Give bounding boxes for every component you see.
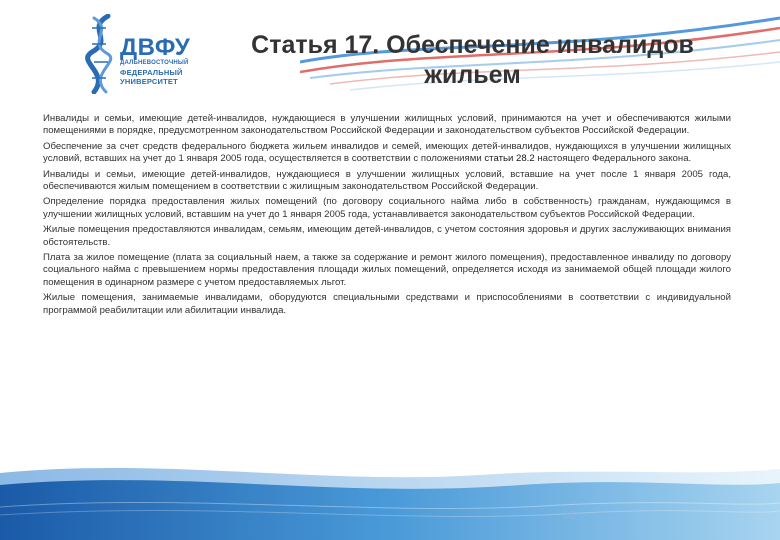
paragraph-2-start: Обеспечение за счет средств федерального бюджета жильем инвалидов и семей, имеющих детей-инвалидов, нуждающихся в улучшении жилищных условий, вставших на учет до 1 января 2005 года, осуществляется в соответствии с положениями <box>43 140 731 165</box>
paragraph-6: Плата за жилое помещение (плата за социальный наем, а также за содержание и ремонт жилого помещения), предоставленное инвалиду по договору социального найма с превышением нормы предоставления площади жилых помещений, определяется исходя из занимаемой общей площади жилого помещения в одинарном размере с учетом предоставляемых льгот. <box>43 252 731 288</box>
logo-line-1: ДАЛЬНЕВОСТОЧНЫЙ <box>120 60 189 66</box>
slide-title: Статья 17. Обеспечение инвалидов жильем <box>251 31 694 89</box>
paragraph-5: Жилые помещения предоставляются инвалидам, семьям, имеющим детей-инвалидов, с учетом состояния здоровья и других заслуживающих внимания обстоятельств. <box>43 224 731 248</box>
decorative-wave <box>0 455 780 540</box>
paragraph-3: Инвалиды и семьи, имеющие детей-инвалидов, нуждающиеся в улучшении жилищных условий, вставшие на учет после 1 января 2005 года, обеспечиваются жилым помещением в соответствии с жилищным законодательством Российской Федерации. <box>43 168 731 193</box>
dna-helix-icon <box>80 14 120 94</box>
paragraph-4: Определение порядка предоставления жилых помещений (по договору социального найма либо в собственность) гражданам, нуждающимся в улучшении жилищных условий, вставшим на учет до 1 января 2005 года, устанавливается законодательством субъектов Российской Федерации. <box>43 196 731 220</box>
logo-text <box>120 36 210 86</box>
logo-abbreviation: ДВФУ <box>120 34 191 61</box>
paragraph-2-end: настоящего Федерального закона. <box>534 153 692 165</box>
paragraph-1: Инвалиды и семьи, имеющие детей-инвалидов, нуждающиеся в улучшении жилищных условий, принимаются на учет и обеспечиваются жилыми помещениями в порядке, предусмотренном законодательством Российской Федерации и законодательством субъектов Российской Федерации. <box>43 113 731 137</box>
paragraph-2 <box>43 141 731 166</box>
logo-line-3: УНИВЕРСИТЕТ <box>120 76 178 86</box>
article-link[interactable]: статьи 28.2 <box>484 153 535 165</box>
page-number: 16 <box>562 508 576 522</box>
slide-content <box>43 113 731 320</box>
paragraph-7: Жилые помещения, занимаемые инвалидами, оборудуются специальными средствами и приспособлениями в соответствии с индивидуальной программой реабилитации или абилитации инвалида. <box>43 292 731 316</box>
logo-line-2: ФЕДЕРАЛЬНЫЙ <box>120 67 183 77</box>
university-logo <box>80 14 210 98</box>
